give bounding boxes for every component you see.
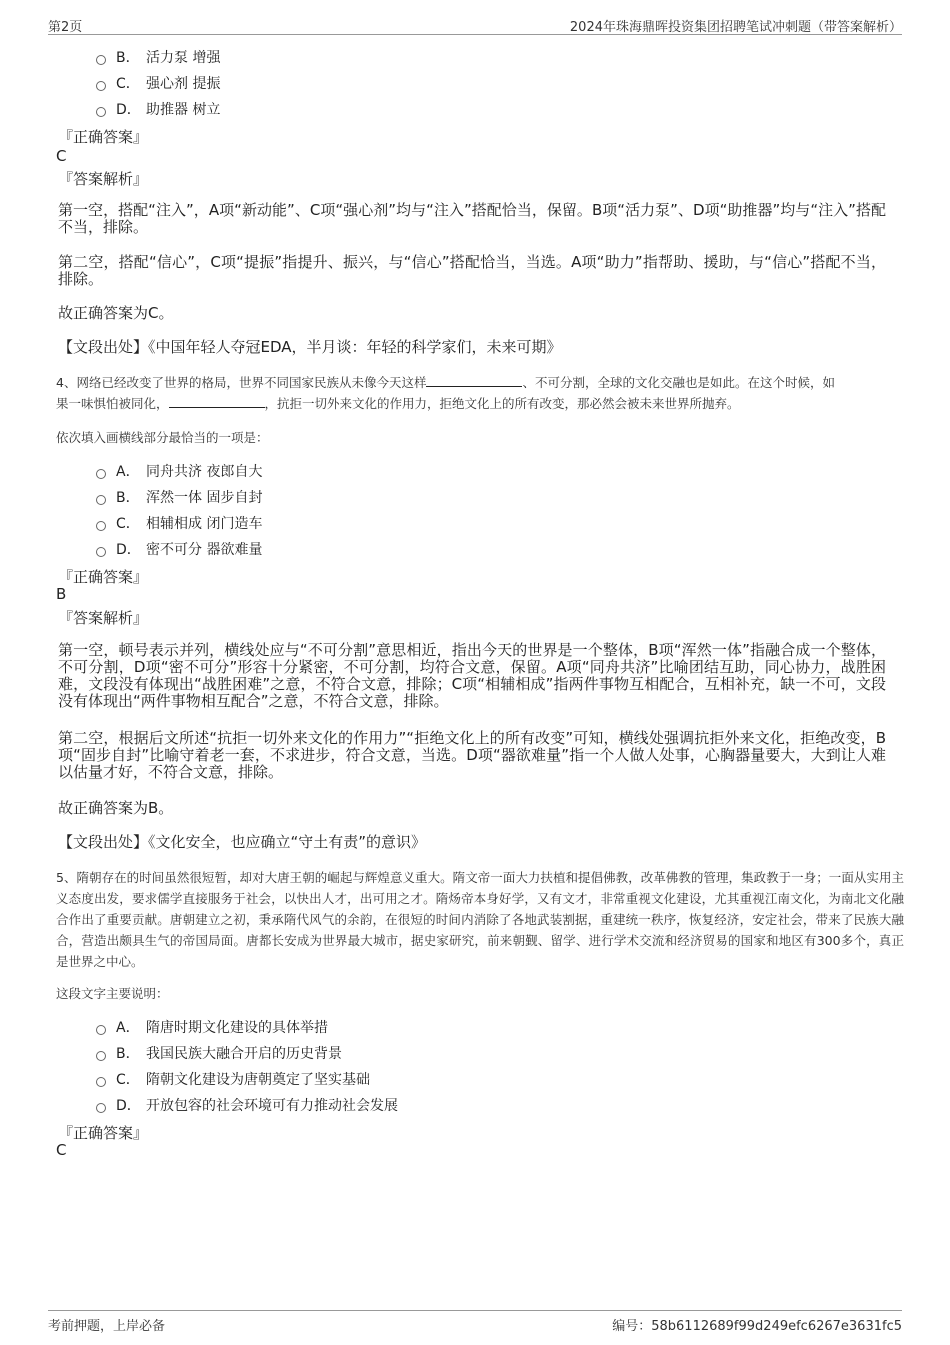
- q5-options: [96, 1014, 398, 1118]
- q3-option-d[interactable]: D． 助推器 树立: [96, 96, 220, 122]
- radio-icon[interactable]: [96, 1025, 106, 1035]
- q3-analysis-label: 『答案解析』: [58, 170, 149, 188]
- q4-analysis-label: 『答案解析』: [58, 609, 149, 627]
- q4-answer: B: [56, 585, 67, 603]
- q5-answer: C: [56, 1141, 67, 1159]
- q3-options: [96, 44, 220, 122]
- q3-source: 【文段出处】《中国年轻人夺冠EDA，半月谈：年轻的科学家们，未来可期》: [58, 338, 562, 356]
- page-footer: [48, 1310, 902, 1333]
- q4-option-c[interactable]: C． 相辅相成 闭门造车: [96, 510, 262, 536]
- q5-prompt: 这段文字主要说明：: [56, 986, 169, 1001]
- q4-analysis-1: 第一空，顿号表示并列，横线处应与“不可分割”意思相近，指出今天的世界是一个整体，B项“浑然一体”指融合成一个整体，不可分割，D项“密不可分”形容十分紧密，不可分割，均符合文意，保留。A项“同舟共济”比喻团结互助，同心协力，战胜困难，文段没有体现出“战胜困难”之意，不符合文意，排除；C项“相辅相成”指两件事物互相配合，互相补充，缺一不可，文段没有体现出“两件事物相互配合”之意，不符合文意，排除。: [58, 641, 886, 710]
- blank-1: [426, 375, 522, 387]
- q5-stem: 5、隋朝存在的时间虽然很短暂，却对大唐王朝的崛起与辉煌意义重大。隋文帝一面大力扶植和提倡佛教，改革佛教的管理，集政教于一身；一面从实用主义态度出发，要求儒学直接服务于社会，以快出人才，出可用之才。隋炀帝本身好学，又有文才，非常重视文化建设，尤其重视江南文化，为南北文化融合作出了重要贡献。唐朝建立之初，秉承隋代风气的余韵，在很短的时间内消除了各地武装割据，重建统一秩序，恢复经济，安定社会，带来了民族大融合，营造出颇具生气的帝国局面。唐都长安成为世界最大城市，据史家研究，前来朝觐、留学、进行学术交流和经济贸易的国家和地区有300多个，真正是世界之中心。: [56, 870, 904, 969]
- page-number: 第2页: [48, 20, 83, 35]
- radio-icon[interactable]: [96, 469, 106, 479]
- q5-option-d[interactable]: D． 开放包容的社会环境可有力推动社会发展: [96, 1092, 398, 1118]
- q3-analysis-1: 第一空，搭配“注入”，A项“新动能”、C项“强心剂”均与“注入”搭配恰当，保留。B项“活力泵”、D项“助推器”均与“注入”搭配不当，排除。: [58, 201, 886, 236]
- q3-analysis-2: 第二空，搭配“信心”，C项“提振”指提升、振兴，与“信心”搭配恰当，当选。A项“助力”指帮助、援助，与“信心”搭配不当，排除。: [58, 253, 886, 288]
- q4-source: 【文段出处】《文化安全，也应确立“守土有责”的意识》: [58, 833, 427, 851]
- q3-answer: C: [56, 147, 67, 165]
- q4-stem: 4、网络已经改变了世界的格局，世界不同国家民族从未像今天这样 、不可分割，全球的文化交融也是如此。在这个时候，如 果一味惧怕被同化， ，抗拒一切外来文化的作用力，拒绝文化上的所有改变，那必然会被未来世界所抛弃。: [56, 375, 835, 411]
- q4-analysis-3: 故正确答案为B。: [58, 799, 174, 817]
- q4-option-b[interactable]: B． 浑然一体 固步自封: [96, 484, 262, 510]
- q5-answer-label: 『正确答案』: [58, 1124, 149, 1142]
- q4-option-d[interactable]: D． 密不可分 器欲难量: [96, 536, 262, 562]
- footer-slogan: 考前押题，上岸必备: [48, 1319, 166, 1334]
- radio-icon[interactable]: [96, 107, 106, 117]
- q3-option-b[interactable]: B． 活力泵 增强: [96, 44, 220, 70]
- page-header: [48, 14, 902, 35]
- q4-analysis-2: 第二空，根据后文所述“抗拒一切外来文化的作用力”“拒绝文化上的所有改变”可知，横线处强调抗拒外来文化，拒绝改变，B项“固步自封”比喻守着老一套，不求进步，符合文意，当选。D项“器欲难量”指一个人做人处事，心胸器量要大，大到让人难以估量才好，不符合文意，排除。: [58, 729, 886, 781]
- q5-option-b[interactable]: B． 我国民族大融合开启的历史背景: [96, 1040, 398, 1066]
- q5-option-a[interactable]: A． 隋唐时期文化建设的具体举措: [96, 1014, 398, 1040]
- radio-icon[interactable]: [96, 495, 106, 505]
- radio-icon[interactable]: [96, 521, 106, 531]
- q4-prompt: 依次填入画横线部分最恰当的一项是：: [56, 430, 269, 445]
- radio-icon[interactable]: [96, 547, 106, 557]
- q5-option-c[interactable]: C． 隋朝文化建设为唐朝奠定了坚实基础: [96, 1066, 398, 1092]
- radio-icon[interactable]: [96, 81, 106, 91]
- radio-icon[interactable]: [96, 1077, 106, 1087]
- radio-icon[interactable]: [96, 1103, 106, 1113]
- radio-icon[interactable]: [96, 1051, 106, 1061]
- q4-answer-label: 『正确答案』: [58, 568, 149, 586]
- document-code: 编号：58b6112689f99d249efc6267e3631fc5: [612, 1319, 902, 1334]
- q4-options: [96, 458, 262, 562]
- radio-icon[interactable]: [96, 55, 106, 65]
- q3-option-c[interactable]: C． 强心剂 提振: [96, 70, 220, 96]
- q4-option-a[interactable]: A． 同舟共济 夜郎自大: [96, 458, 262, 484]
- document-title: 2024年珠海鼎晖投资集团招聘笔试冲刺题（带答案解析）: [569, 20, 902, 35]
- q3-answer-label: 『正确答案』: [58, 128, 149, 146]
- q3-analysis-3: 故正确答案为C。: [58, 304, 174, 322]
- blank-2: [169, 396, 265, 408]
